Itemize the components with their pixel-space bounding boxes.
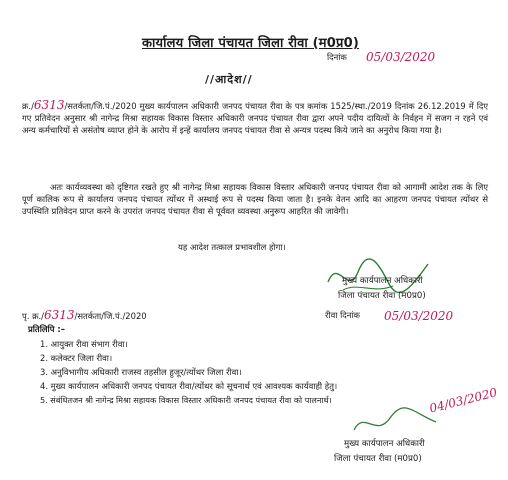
signatory-designation-1: मुख्य कार्यपालन अधिकारी	[342, 276, 423, 286]
copy-reference	[22, 309, 147, 322]
handwritten-reference-number: 6313	[33, 98, 65, 112]
signature-scribble-2	[346, 402, 446, 442]
signatory-office-2: जिला पंचायत रीवा (म0प्र0)	[334, 454, 422, 464]
copy-to-item: 5. संबंधितजन श्री नागेन्द्र मिश्रा सहायक विकास विस्तार अधिकारी जनपद पंचायत रीवा को पालनार्थ।	[40, 395, 332, 405]
copy-to-item: 4. मुख्य कार्यपालन अधिकारी जनपद पंचायत रीवा/त्योंथर को सूचनार्थ एवं आवश्यक कार्यवाही हेतु।	[40, 381, 338, 391]
copy-reference-suffix: /सतर्कता/जि.पं./2020	[74, 311, 147, 321]
reference-suffix: /सतर्कता/जि.पं./2020	[64, 101, 137, 111]
date-label: दिनांक	[327, 52, 347, 62]
copy-to-item: 3. अनुविभागीय अधिकारी राजस्व तहसील हुजूर/त्योंथर जिला रीवा।	[40, 367, 242, 377]
copy-date-label: रीवा दिनांक	[325, 310, 360, 320]
handwritten-copy-date-2: 04/03/2020	[428, 385, 499, 416]
handwritten-date: 05/03/2020	[366, 50, 436, 64]
copy-to-heading: प्रतिलिपि :–	[28, 324, 65, 334]
signatory-office-1: जिला पंचायत रीवा (म0प्र0)	[338, 291, 426, 301]
paragraph-1-text: मुख्य कार्यपालन अधिकारी जनपद पंचायत रीवा के पत्र कमांक 1525/स्था./2019 दिनांक 26.12.2019 में दिए गए प्रतिवेदन अनुसार श्री नागेन्द्र मिश्रा सहायक विकास विस्तार अधिकारी जनपद पंचायत रीवा द्वारा अपने पदीय दायित्वों के निर्वहन में सजग न रहने एवं अन्य कर्मचारियों से असंतोष व्याप्त होने के आरोप में इन्हें कार्यालय जनपद पंचायत रीवा से अन्यत्र पदस्थ किये जाने का अनुरोध किया गया है।	[22, 101, 488, 135]
order-heading: //आदेश//	[205, 73, 253, 86]
copy-to-item: 1. आयुक्त रीवा संभाग रीवा।	[40, 339, 128, 349]
office-title: कार्यालय जिला पंचायत जिला रीवा (म0प्र0)	[142, 36, 360, 51]
reference-prefix: क्र./	[22, 101, 34, 111]
order-paragraph-2: अतः कार्यव्यवस्था को दृष्टिगत रखते हुए श्री नागेन्द्र मिश्रा सहायक विकास विस्तार अधिकारी जनपद पंचायत रीवा को आगामी आदेश तक के लिए पूर्ण कालिक रूप से कार्यालय जनपद पंचायत त्योंथर में अस्थाई रूप से पदस्थ किया जाता है। इनके वेतन आदि का आहरण जनपद पंचायत त्योंथर से उपस्थिति प्रतिवेदन प्राप्त करने के उपरांत जनपद पंचायत रीवा से पूर्ववत व्यवस्था अनुरूप आहरित की जावेगी।	[22, 182, 488, 216]
handwritten-copy-number: 6313	[44, 308, 75, 322]
copy-reference-prefix: पृ. क्र./	[22, 311, 44, 321]
copy-to-item: 2. कलेक्टर जिला रीवा।	[40, 353, 113, 363]
order-paragraph-3: यह आदेश तत्काल प्रभावशील होगा।	[178, 242, 286, 252]
handwritten-copy-date: 05/03/2020	[384, 309, 454, 323]
signatory-designation-2: मुख्य कार्यपालन अधिकारी	[344, 439, 425, 449]
order-paragraph-1	[22, 99, 488, 136]
